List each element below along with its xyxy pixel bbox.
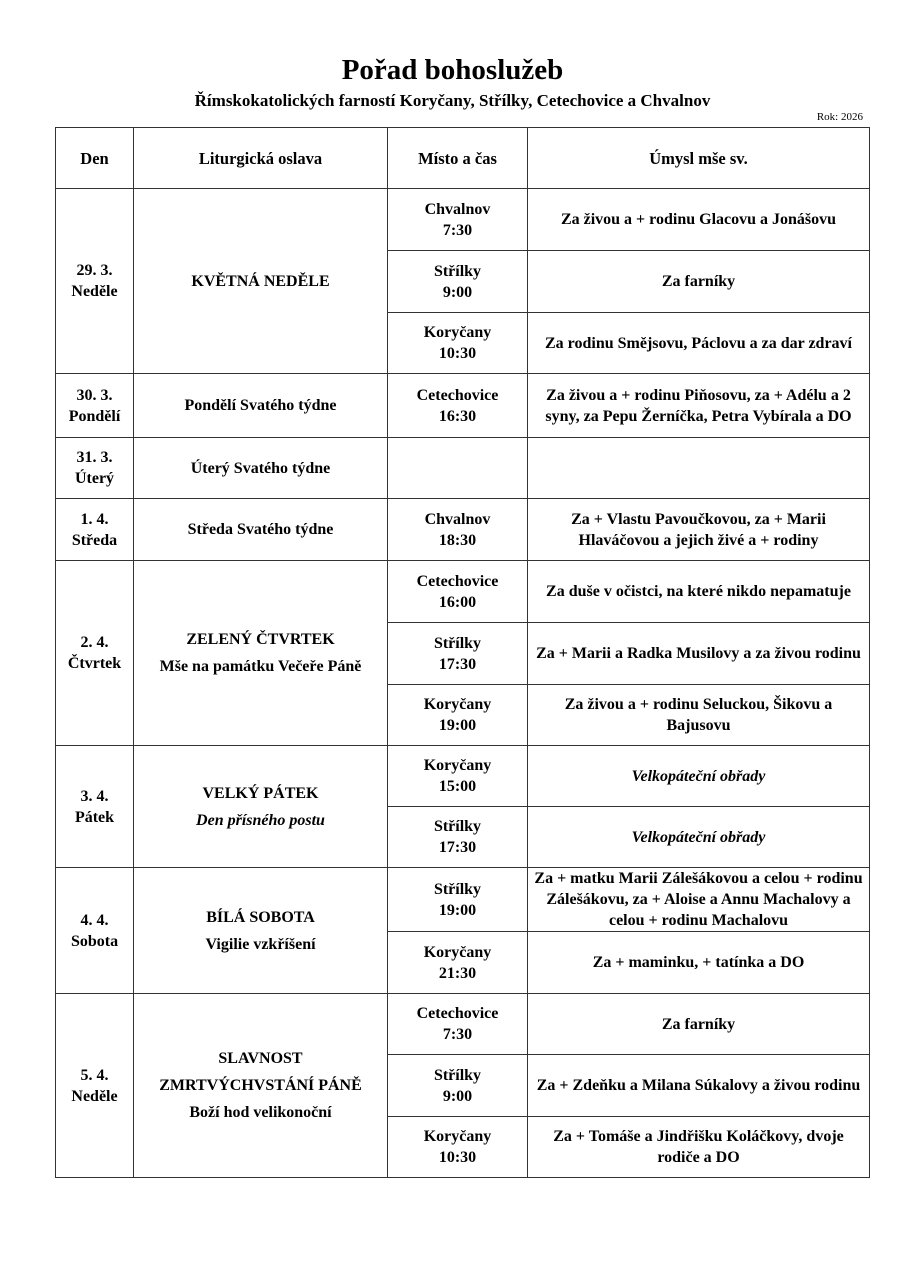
place-time-cell	[388, 499, 528, 561]
day-weekday: Neděle	[71, 1087, 118, 1105]
table-row	[56, 746, 870, 807]
day-cell	[56, 499, 134, 561]
mass-time: 7:30	[442, 221, 473, 239]
table-row	[56, 994, 870, 1055]
mass-time: 15:00	[438, 778, 477, 795]
celebration-line: SLAVNOST	[218, 1050, 303, 1067]
day-cell	[56, 438, 134, 499]
mass-place: Koryčany	[423, 1128, 492, 1145]
intention-cell: Za + Marii a Radka Musilovy a za živou rodinu	[528, 623, 870, 685]
day-cell	[56, 868, 134, 994]
mass-place: Cetechovice	[416, 572, 499, 590]
table-row	[56, 499, 870, 561]
place-time-cell	[388, 994, 528, 1055]
day-weekday: Sobota	[70, 932, 119, 950]
day-date: 1. 4.	[80, 510, 109, 528]
table-row	[56, 561, 870, 623]
celebration-line: VELKÝ PÁTEK	[202, 784, 319, 802]
intention-cell: Za farníky	[528, 994, 870, 1055]
day-weekday: Čtvrtek	[67, 655, 122, 672]
place-time-cell	[388, 1117, 528, 1178]
day-cell	[56, 746, 134, 868]
day-date: 29. 3.	[76, 262, 113, 279]
mass-time: 18:30	[438, 531, 477, 549]
mass-place: Střílky	[433, 634, 482, 652]
place-time-cell	[388, 1055, 528, 1117]
celebration-cell	[134, 868, 388, 994]
celebration-line: Den přísného postu	[196, 811, 325, 829]
celebration-line: ZELENÝ ČTVRTEK	[186, 631, 335, 648]
place-time-cell	[388, 746, 528, 807]
place-time-cell	[388, 623, 528, 685]
mass-time: 21:30	[438, 964, 477, 982]
intention-cell: Za duše v očistci, na které nikdo nepamatuje	[528, 561, 870, 623]
table-row	[56, 868, 870, 932]
page-subtitle: Římskokatolických farností Koryčany, Střílky, Cetechovice a Chvalnov	[194, 91, 711, 110]
day-cell	[56, 561, 134, 746]
intention-cell: Za živou a + rodinu Seluckou, Šikovu a Bajusovu	[528, 685, 870, 746]
day-date: 31. 3.	[76, 449, 113, 466]
mass-time: 10:30	[438, 1149, 477, 1166]
celebration-cell	[134, 994, 388, 1178]
column-header-intention: Úmysl mše sv.	[528, 128, 870, 189]
year-label: Rok: 2026	[816, 111, 863, 123]
day-date: 3. 4.	[80, 787, 109, 805]
column-header-celebration: Liturgická oslava	[134, 128, 388, 189]
intention-cell: Za rodinu Smějsovu, Páclovu a za dar zdraví	[528, 313, 870, 374]
place-time-cell	[388, 932, 528, 994]
intention-cell: Za živou a + rodinu Glacovu a Jonášovu	[528, 189, 870, 251]
celebration-line: BÍLÁ SOBOTA	[206, 908, 315, 926]
intention-cell: Za farníky	[528, 251, 870, 313]
celebration-line: ZMRTVÝCHVSTÁNÍ PÁNĚ	[159, 1077, 362, 1094]
intention-cell: Za + Zdeňku a Milana Súkalovy a živou rodinu	[528, 1055, 870, 1117]
column-header-place-time: Místo a čas	[388, 128, 528, 189]
mass-place: Střílky	[433, 1066, 482, 1084]
intention-cell: Velkopáteční obřady	[528, 807, 870, 868]
intention-cell	[528, 438, 870, 499]
mass-time: 7:30	[442, 1026, 473, 1043]
intention-cell: Za + maminku, + tatínka a DO	[528, 932, 870, 994]
intention-cell: Velkopáteční obřady	[528, 746, 870, 807]
intention-cell: Za + Tomáše a Jindřišku Koláčkovy, dvoje rodiče a DO	[528, 1117, 870, 1178]
celebration-line: Boží hod velikonoční	[189, 1104, 332, 1121]
schedule-table	[55, 127, 870, 1178]
place-time-cell	[388, 313, 528, 374]
celebration-line: KVĚTNÁ NEDĚLE	[191, 272, 330, 290]
day-date: 30. 3.	[76, 386, 113, 404]
mass-time: 19:00	[438, 901, 477, 919]
day-cell	[56, 189, 134, 374]
mass-place: Chvalnov	[424, 510, 491, 528]
day-weekday: Neděle	[71, 283, 118, 300]
mass-time: 16:00	[438, 593, 477, 611]
mass-place: Střílky	[433, 262, 482, 280]
place-time-cell	[388, 189, 528, 251]
day-date: 4. 4.	[80, 911, 109, 929]
table-row	[56, 438, 870, 499]
mass-place: Koryčany	[423, 757, 492, 774]
day-date: 2. 4.	[80, 634, 109, 651]
day-cell	[56, 374, 134, 438]
mass-time: 16:30	[438, 407, 477, 425]
place-time-cell	[388, 685, 528, 746]
day-weekday: Středa	[71, 531, 118, 549]
day-weekday: Pátek	[74, 808, 115, 826]
place-time-cell	[388, 807, 528, 868]
mass-time: 9:00	[442, 283, 473, 301]
mass-time: 10:30	[438, 345, 477, 362]
mass-time: 17:30	[438, 655, 477, 673]
mass-time: 19:00	[438, 717, 477, 734]
mass-place: Koryčany	[423, 324, 492, 341]
place-time-cell	[388, 251, 528, 313]
place-time-cell	[388, 438, 528, 499]
mass-place: Koryčany	[423, 943, 492, 961]
celebration-cell	[134, 374, 388, 438]
column-header-day: Den	[56, 128, 134, 189]
day-cell	[56, 994, 134, 1178]
table-header-row	[56, 128, 870, 189]
mass-place: Cetechovice	[416, 386, 499, 404]
day-weekday: Úterý	[74, 470, 115, 487]
intention-cell: Za živou a + rodinu Piňosovu, za + Adélu a 2 syny, za Pepu Žerníčka, Petra Vybírala a DO	[528, 374, 870, 438]
mass-place: Chvalnov	[424, 200, 491, 218]
place-time-cell	[388, 868, 528, 932]
celebration-cell	[134, 746, 388, 868]
mass-place: Střílky	[433, 880, 482, 898]
celebration-cell	[134, 438, 388, 499]
celebration-cell	[134, 189, 388, 374]
mass-place: Koryčany	[423, 696, 492, 713]
table-row	[56, 374, 870, 438]
celebration-line: Středa Svatého týdne	[187, 521, 334, 538]
table-row	[56, 189, 870, 251]
celebration-line: Vigilie vzkříšení	[205, 935, 316, 953]
celebration-line: Mše na památku Večeře Páně	[159, 658, 362, 675]
mass-place: Střílky	[433, 818, 482, 835]
mass-place: Cetechovice	[416, 1005, 499, 1022]
celebration-line: Úterý Svatého týdne	[190, 459, 331, 477]
mass-time: 17:30	[438, 839, 477, 856]
day-date: 5. 4.	[80, 1066, 109, 1084]
page-title: Pořad bohoslužeb	[341, 54, 564, 86]
place-time-cell	[388, 561, 528, 623]
intention-cell: Za + matku Marii Zálešákovou a celou + rodinu Zálešákovu, za + Aloise a Annu Machalovy a celou + rodinu Machalovu	[528, 868, 870, 932]
intention-cell: Za + Vlastu Pavoučkovou, za + Marii Hlaváčovou a jejich živé a + rodiny	[528, 499, 870, 561]
day-weekday: Pondělí	[68, 407, 121, 425]
mass-time: 9:00	[442, 1087, 473, 1105]
celebration-cell	[134, 561, 388, 746]
celebration-line: Pondělí Svatého týdne	[184, 397, 337, 414]
place-time-cell	[388, 374, 528, 438]
celebration-cell	[134, 499, 388, 561]
